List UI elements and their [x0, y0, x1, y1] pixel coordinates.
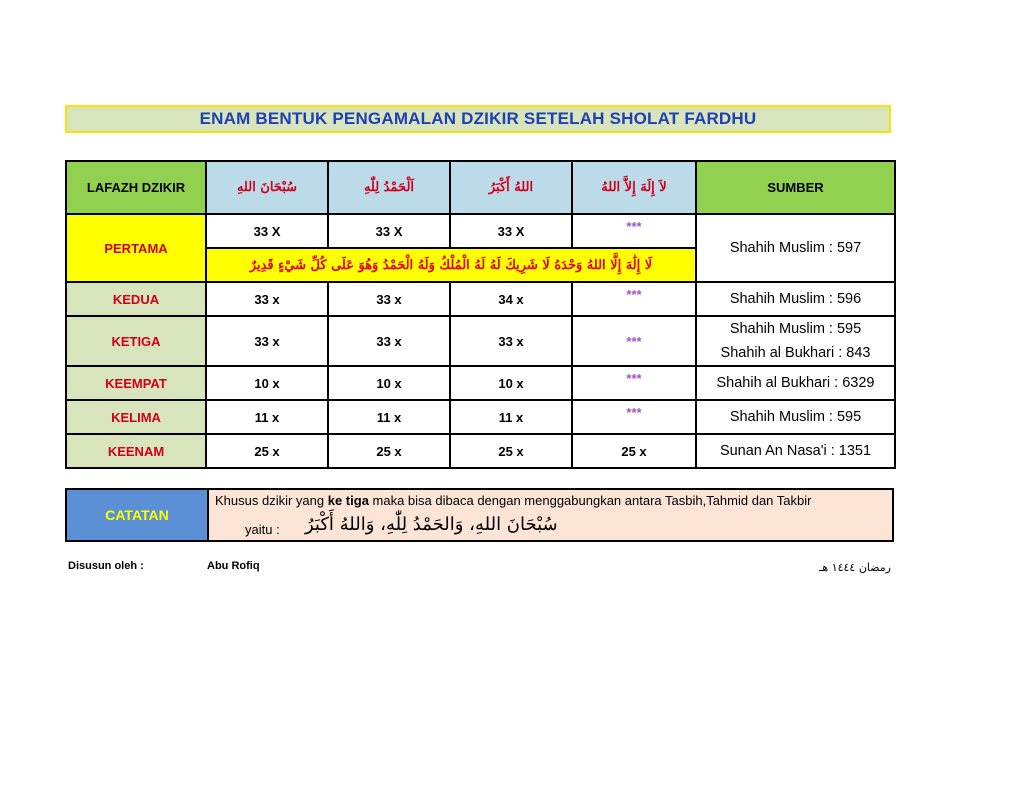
dzikir-table — [65, 160, 896, 469]
table-header-row — [66, 161, 895, 214]
count-cell: 25 x — [572, 434, 696, 468]
count-cell: 10 x — [328, 366, 450, 400]
table-row — [66, 400, 895, 434]
tahlil-full-text: لَا إِلَٰهَ إِلَّا اللهُ وَحْدَهُ لَا شَرِيكَ لَهُ لَهُ الْمُلْكُ وَلَهُ الْحَمْدُ وَهُوَ عَلَى كُلِّ شَيْءٍ قَدِيرٌ — [206, 248, 696, 282]
count-cell: 25 x — [450, 434, 572, 468]
table-row — [66, 214, 895, 248]
count-cell: 33 X — [328, 214, 450, 248]
hijri-date: رمضان ١٤٤٤ هـ — [819, 561, 891, 574]
note-text-before: Khusus dzikir yang — [215, 493, 328, 508]
count-cell: 34 x — [450, 282, 572, 316]
note-text-after: maka bisa dibaca dengan menggabungkan antara Tasbih,Tahmid dan Takbir — [368, 493, 812, 508]
stars-cell: *** — [572, 282, 696, 316]
count-cell: 25 x — [206, 434, 328, 468]
note-box — [65, 488, 894, 542]
note-label: CATATAN — [67, 490, 209, 540]
source-cell: Shahih Muslim : 595 — [696, 400, 895, 434]
page-title: ENAM BENTUK PENGAMALAN DZIKIR SETELAH SHOLAT FARDHU — [65, 105, 891, 133]
source-line: Shahih Muslim : 595 — [729, 321, 862, 337]
count-cell: 25 x — [328, 434, 450, 468]
note-yaitu: yaitu : — [245, 522, 280, 537]
source-line: Shahih al Bukhari : 843 — [720, 345, 871, 361]
header-tasbih: سُبْحَانَ اللهِ — [206, 161, 328, 214]
prepared-label: Disusun oleh : — [68, 560, 144, 572]
count-cell: 33 X — [450, 214, 572, 248]
table-row — [66, 366, 895, 400]
count-cell: 11 x — [450, 400, 572, 434]
note-text-bold: ke tiga — [327, 493, 369, 508]
row-label-keempat: KEEMPAT — [66, 366, 206, 400]
count-cell: 33 x — [328, 282, 450, 316]
header-lafazh: LAFAZH DZIKIR — [66, 161, 206, 214]
stars-cell: *** — [572, 400, 696, 434]
count-cell: 33 x — [328, 316, 450, 366]
count-cell: 10 x — [206, 366, 328, 400]
author-name: Abu Rofiq — [207, 560, 260, 572]
row-label-pertama: PERTAMA — [66, 214, 206, 282]
count-cell: 33 x — [206, 316, 328, 366]
row-label-kedua: KEDUA — [66, 282, 206, 316]
source-cell: Sunan An Nasa'i : 1351 — [696, 434, 895, 468]
count-cell: 33 x — [206, 282, 328, 316]
source-cell: Shahih Muslim : 596 — [696, 282, 895, 316]
header-takbir: اللهُ أَكْبَرُ — [450, 161, 572, 214]
note-arabic: سُبْحَانَ اللهِ، وَالحَمْدُ لِلّٰهِ، وَاللهُ أَكْبَرُ — [305, 514, 558, 535]
header-tahlil: لاَ إِلَهَ إِلاَّ اللهُ — [572, 161, 696, 214]
count-cell: 10 x — [450, 366, 572, 400]
source-cell — [696, 316, 895, 366]
header-tahmid: اَلْحَمْدُ لِلّٰهِ — [328, 161, 450, 214]
row-label-keenam: KEENAM — [66, 434, 206, 468]
stars-cell: *** — [572, 316, 696, 366]
note-text — [215, 493, 811, 508]
stars-cell: *** — [572, 214, 696, 248]
count-cell: 33 X — [206, 214, 328, 248]
count-cell: 33 x — [450, 316, 572, 366]
stars-cell: *** — [572, 366, 696, 400]
count-cell: 11 x — [328, 400, 450, 434]
row-label-ketiga: KETIGA — [66, 316, 206, 366]
note-body — [209, 490, 892, 540]
source-cell: Shahih Muslim : 597 — [696, 214, 895, 282]
count-cell: 11 x — [206, 400, 328, 434]
row-label-kelima: KELIMA — [66, 400, 206, 434]
table-row — [66, 282, 895, 316]
table-row — [66, 316, 895, 366]
table-row — [66, 434, 895, 468]
header-sumber: SUMBER — [696, 161, 895, 214]
source-cell: Shahih al Bukhari : 6329 — [696, 366, 895, 400]
